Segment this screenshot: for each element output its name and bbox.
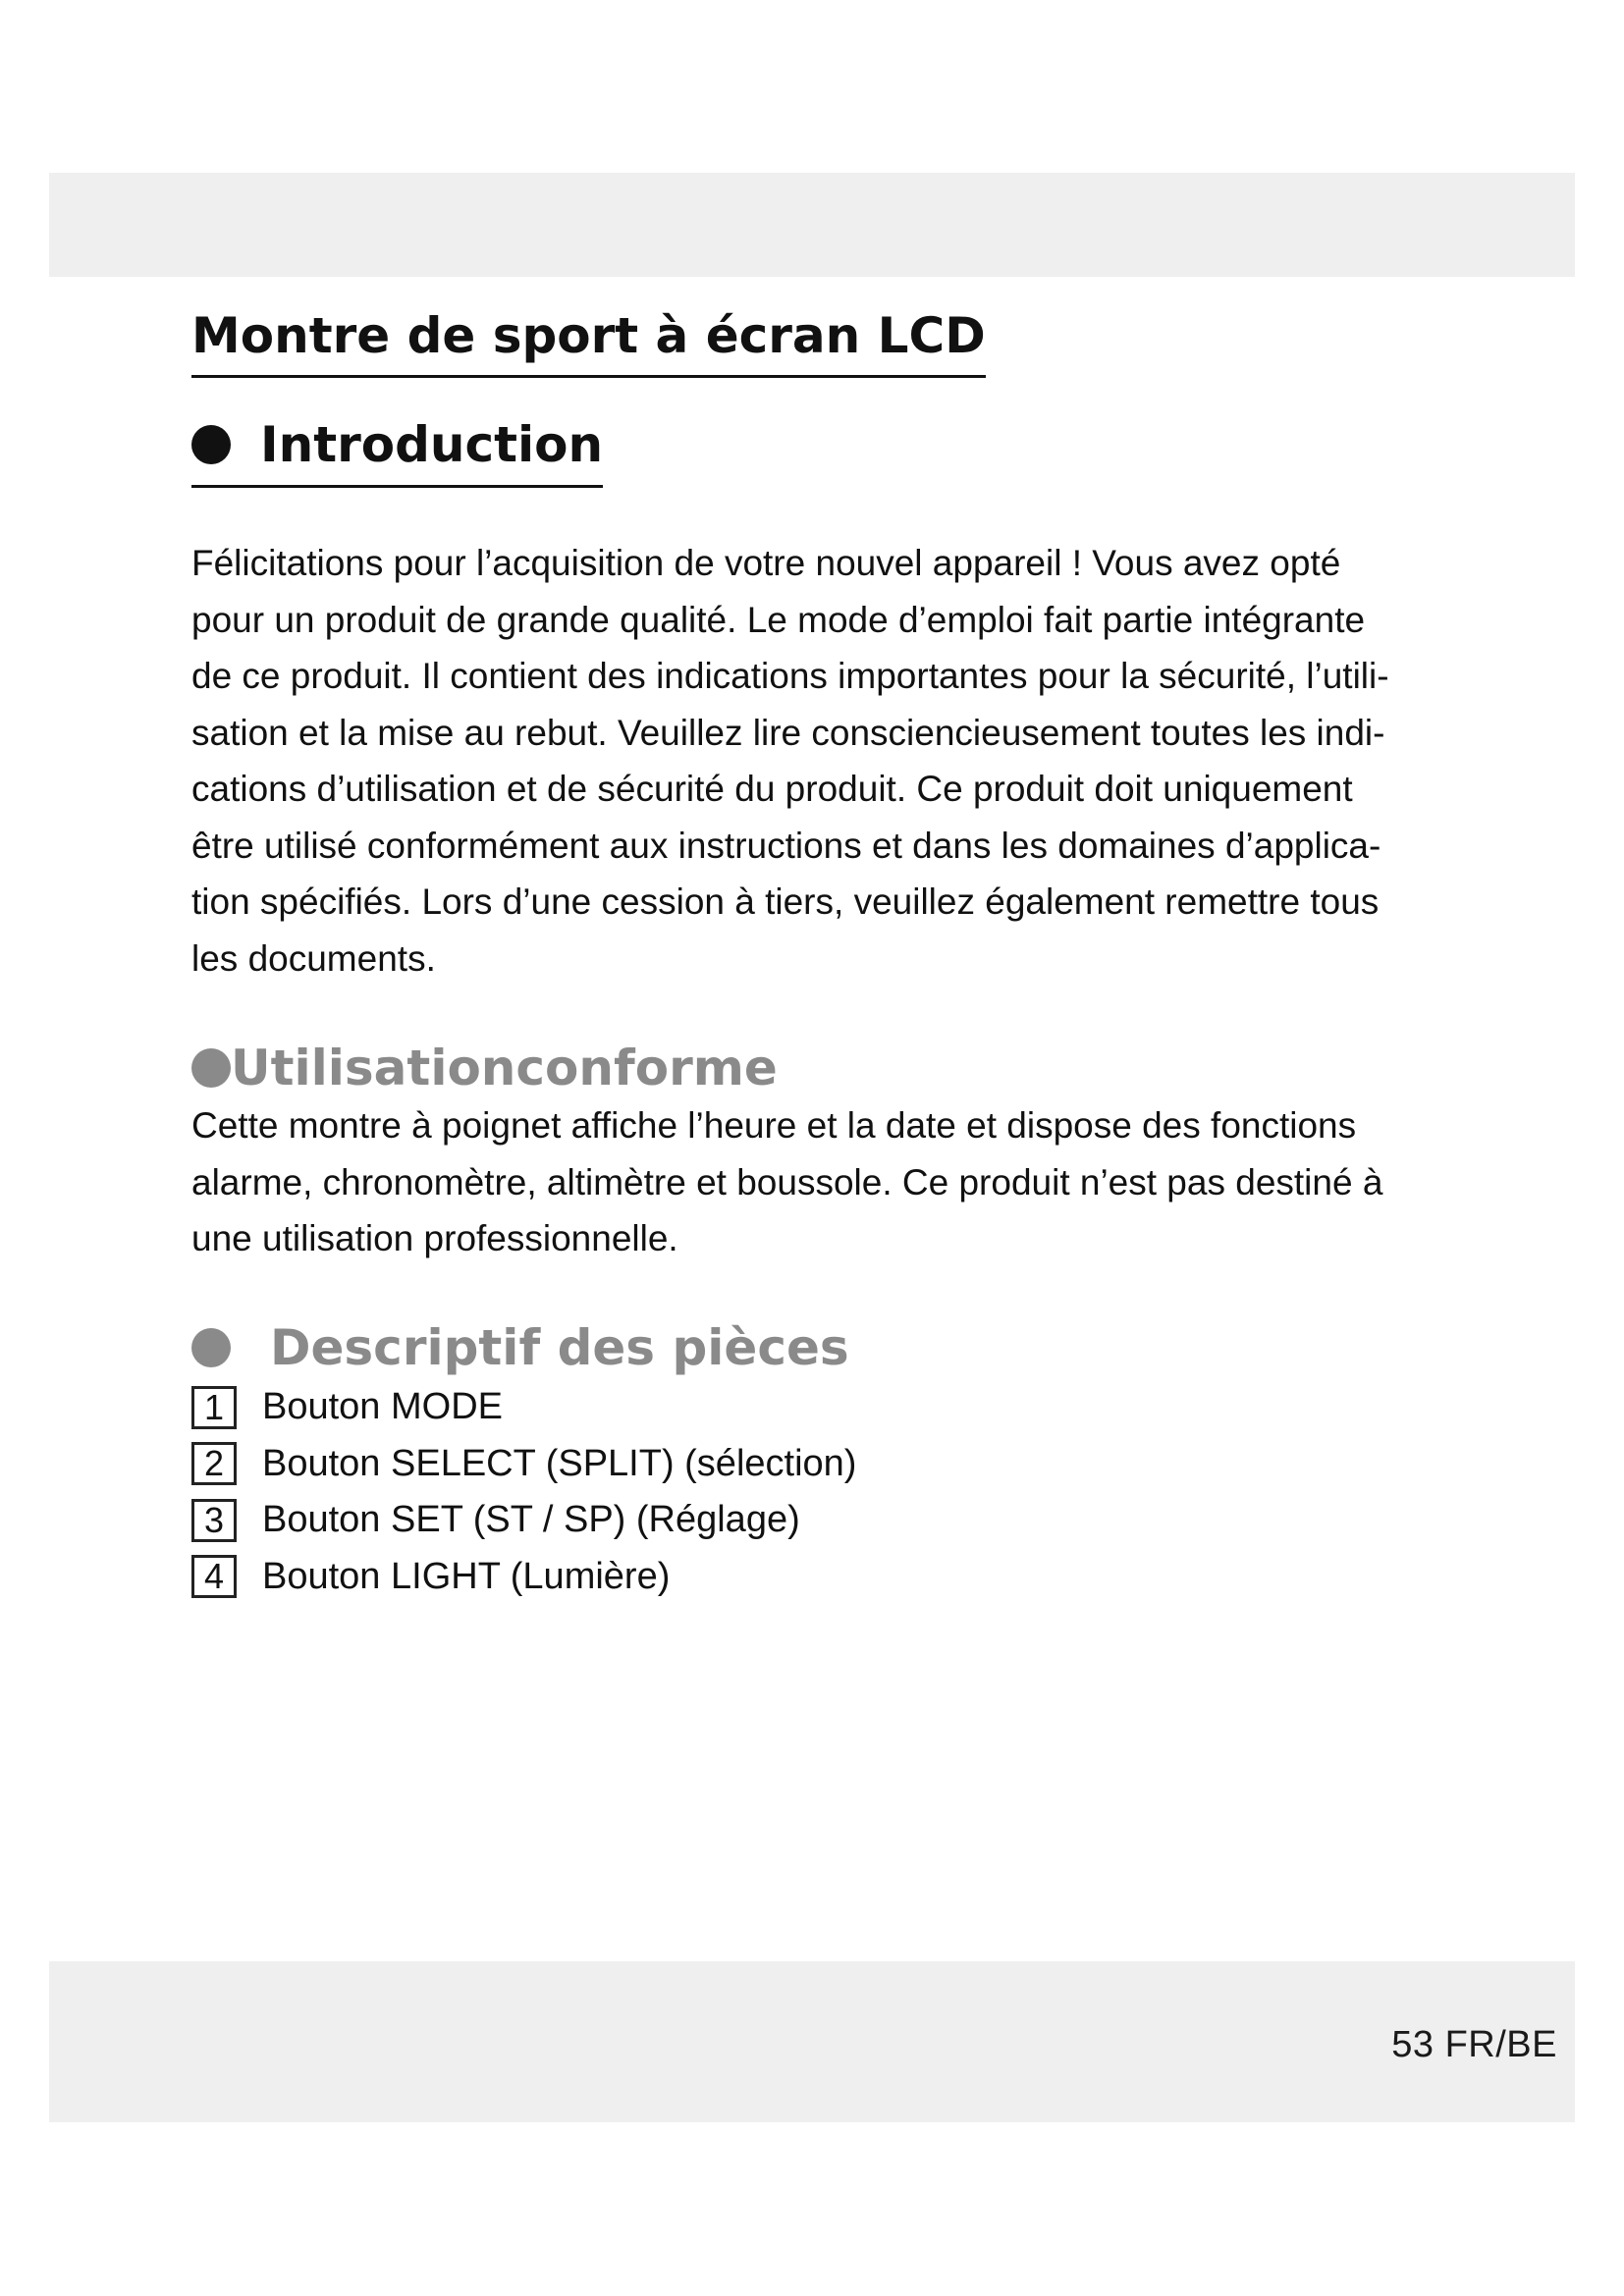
part-number-box: 4 bbox=[191, 1555, 237, 1598]
part-number-box: 2 bbox=[191, 1442, 237, 1485]
section-heading-introduction bbox=[191, 412, 603, 488]
part-number-box: 3 bbox=[191, 1499, 237, 1542]
section-heading-descriptif bbox=[191, 1315, 849, 1380]
list-item bbox=[191, 1549, 856, 1606]
paragraph-line: de ce produit. Il contient des indications importantes pour la sécurité, l’utili- bbox=[191, 656, 1389, 696]
section-heading-text: Descriptif des pièces bbox=[270, 1319, 849, 1376]
bullet-icon bbox=[191, 1328, 231, 1367]
paragraph-line: sation et la mise au rebut. Veuillez lire consciencieusement toutes les indi- bbox=[191, 712, 1385, 753]
list-item bbox=[191, 1492, 856, 1549]
paragraph-line: être utilisé conformément aux instructions et dans les domaines d’applica- bbox=[191, 825, 1381, 866]
paragraph-line: pour un produit de grande qualité. Le mode d’emploi fait partie intégrante bbox=[191, 599, 1366, 640]
paragraph-line: Félicitations pour l’acquisition de votre nouvel appareil ! Vous avez opté bbox=[191, 543, 1341, 583]
paragraph-line: les documents. bbox=[191, 937, 436, 979]
parts-list bbox=[191, 1379, 856, 1605]
section-heading-utilisation bbox=[191, 1036, 778, 1100]
bullet-icon bbox=[191, 1048, 231, 1088]
paragraph-line: tion spécifiés. Lors d’une cession à tiers, veuillez également remettre tous bbox=[191, 881, 1380, 922]
list-item bbox=[191, 1436, 856, 1493]
paragraph-line: cations d’utilisation et de sécurité du produit. Ce produit doit uniquement bbox=[191, 769, 1353, 809]
part-label: Bouton SET (ST / SP) (Réglage) bbox=[262, 1499, 800, 1541]
utilisation-paragraph bbox=[191, 1097, 1382, 1267]
page-number: 53 FR/BE bbox=[1391, 2024, 1557, 2065]
part-label: Bouton MODE bbox=[262, 1386, 503, 1428]
header-band bbox=[49, 173, 1575, 277]
paragraph-line: alarme, chronomètre, altimètre et boussole. Ce produit n’est pas destiné à bbox=[191, 1161, 1383, 1202]
bullet-icon bbox=[191, 425, 231, 464]
section-heading-text: Introduction bbox=[260, 416, 604, 473]
section-heading-text: Utilisationconforme bbox=[231, 1040, 778, 1096]
part-label: Bouton SELECT (SPLIT) (sélection) bbox=[262, 1442, 857, 1484]
paragraph-line: une utilisation professionnelle. bbox=[191, 1218, 678, 1258]
paragraph-line: Cette montre à poignet affiche l’heure et la date et dispose des fonctions bbox=[191, 1105, 1357, 1146]
footer-band bbox=[49, 1961, 1575, 2122]
introduction-paragraph bbox=[191, 535, 1389, 987]
document-title: Montre de sport à écran LCD bbox=[191, 302, 986, 378]
part-label: Bouton LIGHT (Lumière) bbox=[262, 1555, 671, 1597]
list-item bbox=[191, 1379, 856, 1436]
part-number-box: 1 bbox=[191, 1386, 237, 1429]
